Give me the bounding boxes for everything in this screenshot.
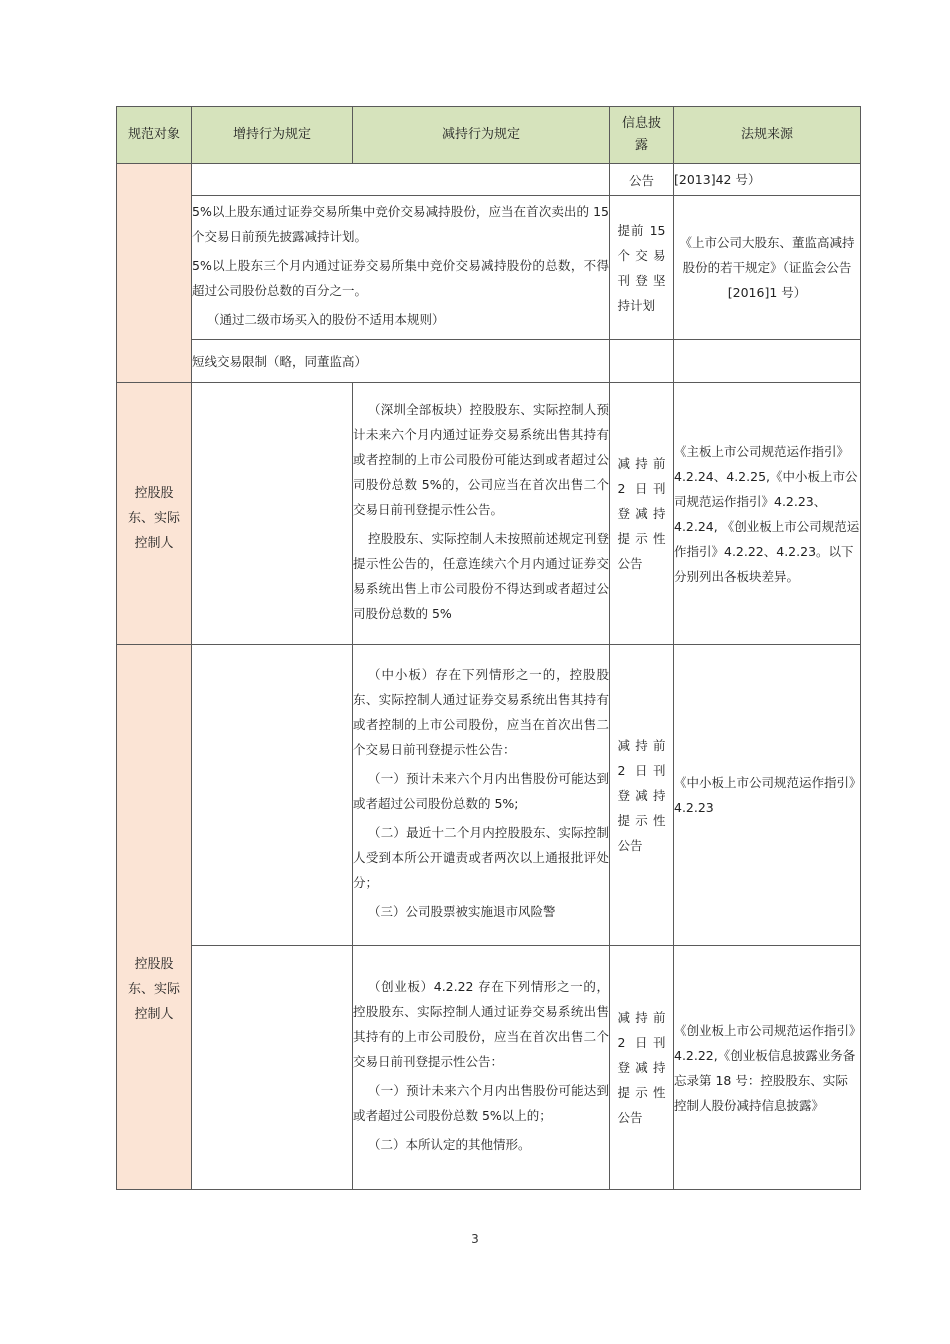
rule-paragraph: （中小板）存在下列情形之一的，控股股东、实际控制人通过证券交易系统出售其持有或者控制的上市公司股份，应当在首次出售二个交易日前刊登提示性公告：: [353, 667, 609, 757]
rule-paragraph: （深圳全部板块）控股股东、实际控制人预计未来六个月内通过证券交易系统出售其持有或者控制的上市公司股份可能达到或者超过公司股份总数 5%的，公司应当在首次出售二个交易日前刊登提示性公告。: [353, 402, 609, 517]
subject-cell: 控股股东、实际控制人: [117, 645, 192, 1190]
rule-cell: [192, 196, 610, 340]
source-cell: 《主板上市公司规范运作指引》4.2.24、4.2.25,《中小板上市公司规范运作指引》4.2.23、4.2.24, 《创业板上市公司规范运作指引》4.2.22、4.2.23。以下分别列出各板块差异。: [674, 383, 861, 645]
page-number: 3: [471, 1232, 479, 1246]
rule-paragraph: （三）公司股票被实施退市风险警: [368, 904, 556, 919]
disclosure-cell: 减持前 2 日刊登减持提示性公告: [610, 383, 674, 645]
header-subject: 规范对象: [117, 107, 192, 164]
rule-paragraph: （二）最近十二个月内控股股东、实际控制人受到本所公开谴责或者两次以上通报批评处分；: [353, 825, 609, 890]
rule-paragraph: （一）预计未来六个月内出售股份可能达到或者超过公司股份总数的 5%;: [353, 771, 609, 811]
table-row: [117, 383, 861, 645]
rule-paragraph: （通过二级市场买入的股份不适用本规则）: [207, 312, 445, 327]
increase-rule-cell: [192, 946, 353, 1190]
rule-paragraph: （二）本所认定的其他情形。: [368, 1137, 531, 1152]
rule-paragraph: 5%以上股东通过证券交易所集中竞价交易减持股份，应当在首次卖出的 15 个交易日前预先披露减持计划。: [192, 204, 609, 244]
table-row: [117, 164, 861, 196]
table-row: [117, 196, 861, 340]
disclosure-cell: 减持前 2 日刊登减持提示性公告: [610, 946, 674, 1190]
header-legal-source: 法规来源: [674, 107, 861, 164]
disclosure-cell: 减持前 2 日刊登减持提示性公告: [610, 645, 674, 946]
increase-rule-cell: [192, 383, 353, 645]
source-cell: 《中小板上市公司规范运作指引》4.2.23: [674, 645, 861, 946]
disclosure-cell: 公告: [610, 164, 674, 196]
regulation-table: [116, 106, 861, 1190]
source-cell: 《上市公司大股东、董监高减持股份的若干规定》（证监会公告[2016]1 号）: [674, 196, 861, 340]
table-row: [117, 340, 861, 383]
decrease-rule-cell: [353, 645, 610, 946]
header-decrease-rules: 减持行为规定: [353, 107, 610, 164]
rule-paragraph: 控股股东、实际控制人未按照前述规定刊登提示性公告的，任意连续六个月内通过证券交易系统出售上市公司股份不得达到或者超过公司股份总数的 5%: [353, 531, 609, 621]
increase-rule-cell: [192, 645, 353, 946]
header-increase-rules: 增持行为规定: [192, 107, 353, 164]
source-cell: 《创业板上市公司规范运作指引》4.2.22,《创业板信息披露业务备忘录第 18 号：控股股东、实际控制人股份减持信息披露》: [674, 946, 861, 1190]
rule-paragraph: （一）预计未来六个月内出售股份可能达到或者超过公司股份总数 5%以上的；: [353, 1083, 609, 1123]
decrease-rule-cell: [353, 383, 610, 645]
disclosure-cell: [610, 340, 674, 383]
rule-paragraph: 5%以上股东三个月内通过证券交易所集中竞价交易减持股份的总数，不得超过公司股份总数的百分之一。: [192, 258, 609, 298]
header-row: [117, 107, 861, 164]
source-cell: [2013]42 号）: [674, 164, 861, 196]
rule-cell: [192, 164, 610, 196]
source-cell: [674, 340, 861, 383]
subject-cell: 控股股东、实际控制人: [117, 383, 192, 645]
decrease-rule-cell: [353, 946, 610, 1190]
rule-cell: 短线交易限制（略，同董监高）: [192, 340, 610, 383]
table-row: [117, 946, 861, 1190]
subject-cell-5pct: [117, 164, 192, 383]
header-disclosure: 信息披露: [610, 107, 674, 164]
table-row: [117, 645, 861, 946]
disclosure-cell: 提前 15 个交易刊登坚持计划: [610, 196, 674, 340]
rule-paragraph: （创业板）4.2.22 存在下列情形之一的，控股股东、实际控制人通过证券交易系统出售其持有的上市公司股份，应当在首次出售二个交易日前刊登提示性公告：: [353, 979, 609, 1069]
